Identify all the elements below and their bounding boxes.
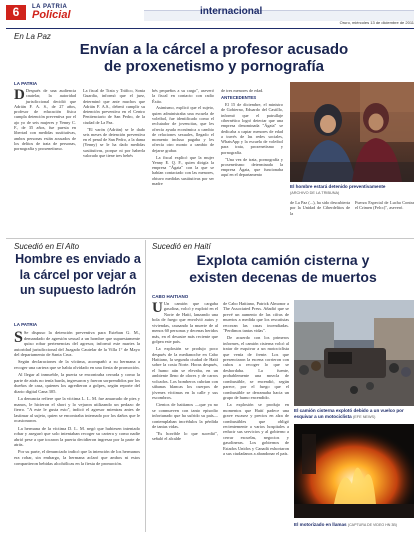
story3-photo-fire-art (294, 424, 414, 518)
story3-col1-p1: Un camión que cargaba gasolina, volcó y explotó en el Norte de Haití, lanzando una bola de fuego que envolvió autos y viviendas, causando la muerte de al menos 60 personas y decenas heridos más, en el desastre más reciente que golpea este país. (152, 301, 218, 345)
story1-col4-p2: El 15 de diciembre, el ministro de Gobierno, Eduardo del Castillo, informó que el patrullaje cibernético logró detectar que una empresa denominada "Ágata" se dedicaba a captar menores de edad a través de las redes sociales, WhatsApp y la escuela de voleibol para trata, proxenetismo y pornografía. (221, 102, 283, 155)
story1-col6-p1: Fuerza Especial de Lucha Contra el Crimen (Felcc)", aseveró. (355, 200, 414, 211)
story1-column-5 (290, 200, 350, 234)
brand-bottom: Policial (32, 9, 71, 21)
story2-p6: Por su parte, el denunciado indicó que la intención de los hermanos era robar, sin embargo, la hermana aclaró que ambos ni estos compartieron bebidas alcohólicas en la fiesta de promoción. (14, 449, 140, 466)
story2-p5: La hermana de la víctima D. L. M. negó que hubiesen intentado robar y aseguró que solo intentaban recoger su cartera y como nadie abrió pese a que tocaron la puerta decidieron ingresar por la parte de atrás. (14, 425, 140, 448)
story3-photo-fire-credit: (CAPTURA DE VIDEO HN 3B) (347, 523, 397, 527)
dropcap: D (14, 88, 25, 103)
story1-col3-p1: bés pequeños a su cargo", aseveró la fiscal en contacto con radio Éxito. (152, 88, 214, 104)
story1-column-1 (14, 88, 76, 236)
story3-column-1 (152, 301, 218, 529)
story3-dropcap: U (152, 301, 163, 316)
story1-photo-caption (290, 184, 414, 196)
header-rule (6, 28, 414, 29)
page-number: 6 (12, 5, 20, 19)
story1-col3-p3: La fiscal explicó que la mujer Yenny E. Q. F., quien dirigía la empresa "Ágata" con la que se habían contactado con las menores, obtuvo medidas sustitutivas por ser madre (152, 154, 214, 187)
section-title: internacional (200, 6, 263, 17)
story1-byline: LA PATRIA (14, 81, 38, 86)
story2-kicker: Sucedió en El Alto (14, 242, 80, 251)
story3-column-2 (223, 301, 289, 529)
story1-photo (290, 82, 414, 182)
story1-column-4 (221, 88, 283, 236)
story1-col4-p1: de tres menores de edad. (221, 88, 264, 93)
story3-photo-truck-caption-text: El camión cisterna explotó debido a un vuelco por esquivar a un motociclista (294, 408, 404, 419)
story1-headline-line2: de proxenetismo y pornografía (103, 58, 325, 75)
story1-bottom-rule (6, 238, 414, 239)
story2-divider (145, 240, 146, 532)
story3-col2-p2: De acuerdo con los primeros informes, el camión cisterna volcó al tratar de esquivar a un motociclista que venía de frente. Los que presenciaron la escena corrieron con cubos a recoger lo que se desbordaba. La fuente, probablemente una mezcla de combustible, se encendió, según parece, por el fuego que el combustible se derramaba hacia un grupo de humo encendido. (223, 335, 289, 401)
story3-photo-truck-caption (294, 408, 414, 420)
story1-col2-p2: "El varón (Adrián) se le dado seis meses de detención preventiva en el penal de San Pedro, a la dama (Yenny) se le ha dado medidas sustitutivas, porque ni por haberla valorado que tiene tres bebés (83, 126, 145, 159)
story3-headline-line1: Explota camión cisterna y (196, 252, 370, 268)
story3-photo-truck-art (294, 300, 414, 406)
story3-col1-p3: Cientos de haitianos —que ya no se conmueven con tanto episodio infortunado que ha sufrido su país— contemplaban incrédulos la pérdida de tantas vidas. (152, 402, 218, 429)
story3-photo-fire-caption-text: El motorizado en llamas (294, 522, 347, 527)
story2-p3: Al llegar al inmueble, la puerta se encontraba cerrada y como la parte de atrás no tenía barda, ingresaron y fueron sorprendidos por los dueños de casa, quienes los agredieron a golpes, según reporte del diario digital Cana 305. (14, 372, 140, 394)
story1-column-3 (152, 88, 214, 236)
story2-p2: Según declaraciones de la víctima, acompañó a su hermana a recoger una cartera que se había olvidado en una fiesta de promoción. (14, 359, 140, 371)
story1-column-2 (83, 88, 145, 236)
story1-kicker: En La Paz (14, 32, 51, 41)
story2-p1: Se dispuso la detención preventiva para Esteban G. M., demandado de agresión sexual a un hombre que supuestamente quiso robar pertenencias del agresor, informó este martes la autoridad jurisdiccional del Juzgado Cautelar de la Villa 1° de Mayo del departamento de Santa Cruz. (14, 330, 140, 358)
story3-col1-p4: "Es horrible lo que sucedió", señaló el alcalde (152, 430, 218, 442)
story3-photo-truck (294, 300, 414, 406)
story2-byline: LA PATRIA (14, 322, 38, 327)
story2-dropcap: S (14, 330, 23, 346)
story1-col1-p1: Después de una audiencia cautelar, la autoridad jurisdiccional decidió que Adrián F. A. S., de 27 años, profesor de educación física cumpla detención preventiva por el ajo yo de seis mujeres y Yenny C. F., de 35 años, fue puesta en libertad con medidas sustitutivas, ambos personas están acusados de los delitos de trata de personas, pornografía y proxenetismo. (14, 88, 76, 152)
story1-headline-line1: Envían a la cárcel a profesor acusado (79, 41, 349, 58)
story1-photo-art (290, 82, 414, 182)
story3-col2-p3: La explosión se produjo en momentos que Haití padece una grave escasez y precios en alza de combustibles que obligó recientemente a varios hospitales a reducir sus servicios y al gobierno a cerrar escuelas, negocios y gasolineras. Los gobiernos de Estados Unidos y Canadá exhortaron a sus ciudadanos a abandonar el país. (223, 402, 289, 457)
story3-kicker: Sucedió en Haití (152, 242, 211, 251)
story2-headline: Hombre es enviado a la cárcel por vejar a un supuesto ladrón (15, 252, 141, 297)
dateline: Oruro, miércoles 13 de diciembre de 2011 (339, 20, 414, 25)
story1-col4-subhead: ANTECEDENTES (221, 95, 257, 101)
story3-photo-fire-caption (294, 522, 414, 529)
story1-column-6 (355, 200, 414, 234)
brand-top: LA PATRIA (32, 4, 68, 10)
story3-headline-line2: existen decenas de muertos (189, 269, 377, 285)
story2-p4: La denuncia refiere que la víctima L. L. M. fue amarrado de pies y manos, le hicieron el short y lo vejaron utilizando un pedazo de fierro. "A este le gusta esto", indicó el agresor mientras antes de lastimar al sujeto, quien se encontraba internado por los daños que le ocasionaron. (14, 396, 140, 424)
story1-col3-p2: Asimismo, explicó que el sujeto, quien administraba una escuela de voleibol, fue identificado como el reclutador de jovencitas, que les ofrecía ayuda económica a cambio de relaciones sexuales, llegado el momento incluso pagaba y les ofrecía otro monto a cambio de dejarse grabar. (152, 105, 214, 153)
story1-photo-credit: (ARCHIVO DE LA TRIBUNA) (290, 190, 340, 195)
story1-col4-p3: "Una vez de trata, pornografía y proxenetismo determinada la empresa Ágata, que funcionaba aquí en el departamento (221, 156, 283, 178)
story3-col1-p2: La explosión se produjo poco después de la medianoche en Cabo Haitiano, la segunda ciudad de Haití sobre la costa Norte. Horas después, el humo aún se elevaba, en un ambiente lleno de olores y de carros volcados. Los bomberos cubrían con sábanas blancas los cuerpos de jóvenes víctimas en la calle y sus escombros. (152, 346, 218, 401)
story3-photo-truck-credit: (EFE NEWS) (352, 414, 376, 419)
story2-body (14, 330, 140, 530)
story1-col5-p1: de La Paz (...), ha sido descubierta por la Unidad de Ciberdelitos de la (290, 200, 350, 216)
story1-col2-p1: La fiscal de Trata y Tráfico, Sonia Guardia, informó que el juez, determinó que ante muchos que Adrián F. A.S., deberá cumplir su detención preventiva en el Centro Penitenciario de San Pedro, de la ciudad de La Paz. (83, 88, 145, 125)
story3-col2-p1: de Cabo Haitiano, Patrick Almonor a The Associated Press. Añadió que se prevé un aumento de las cifras de muertos a medida que los rescatistas recorran las casas incendiadas. "Perdimos tantas vidas". (223, 301, 289, 334)
story1-photo-caption-text: El hombre estará detenido preventivamente (290, 184, 386, 189)
story3-photo-fire (294, 424, 414, 518)
story3-byline: CABO HAITIANO (152, 294, 189, 299)
